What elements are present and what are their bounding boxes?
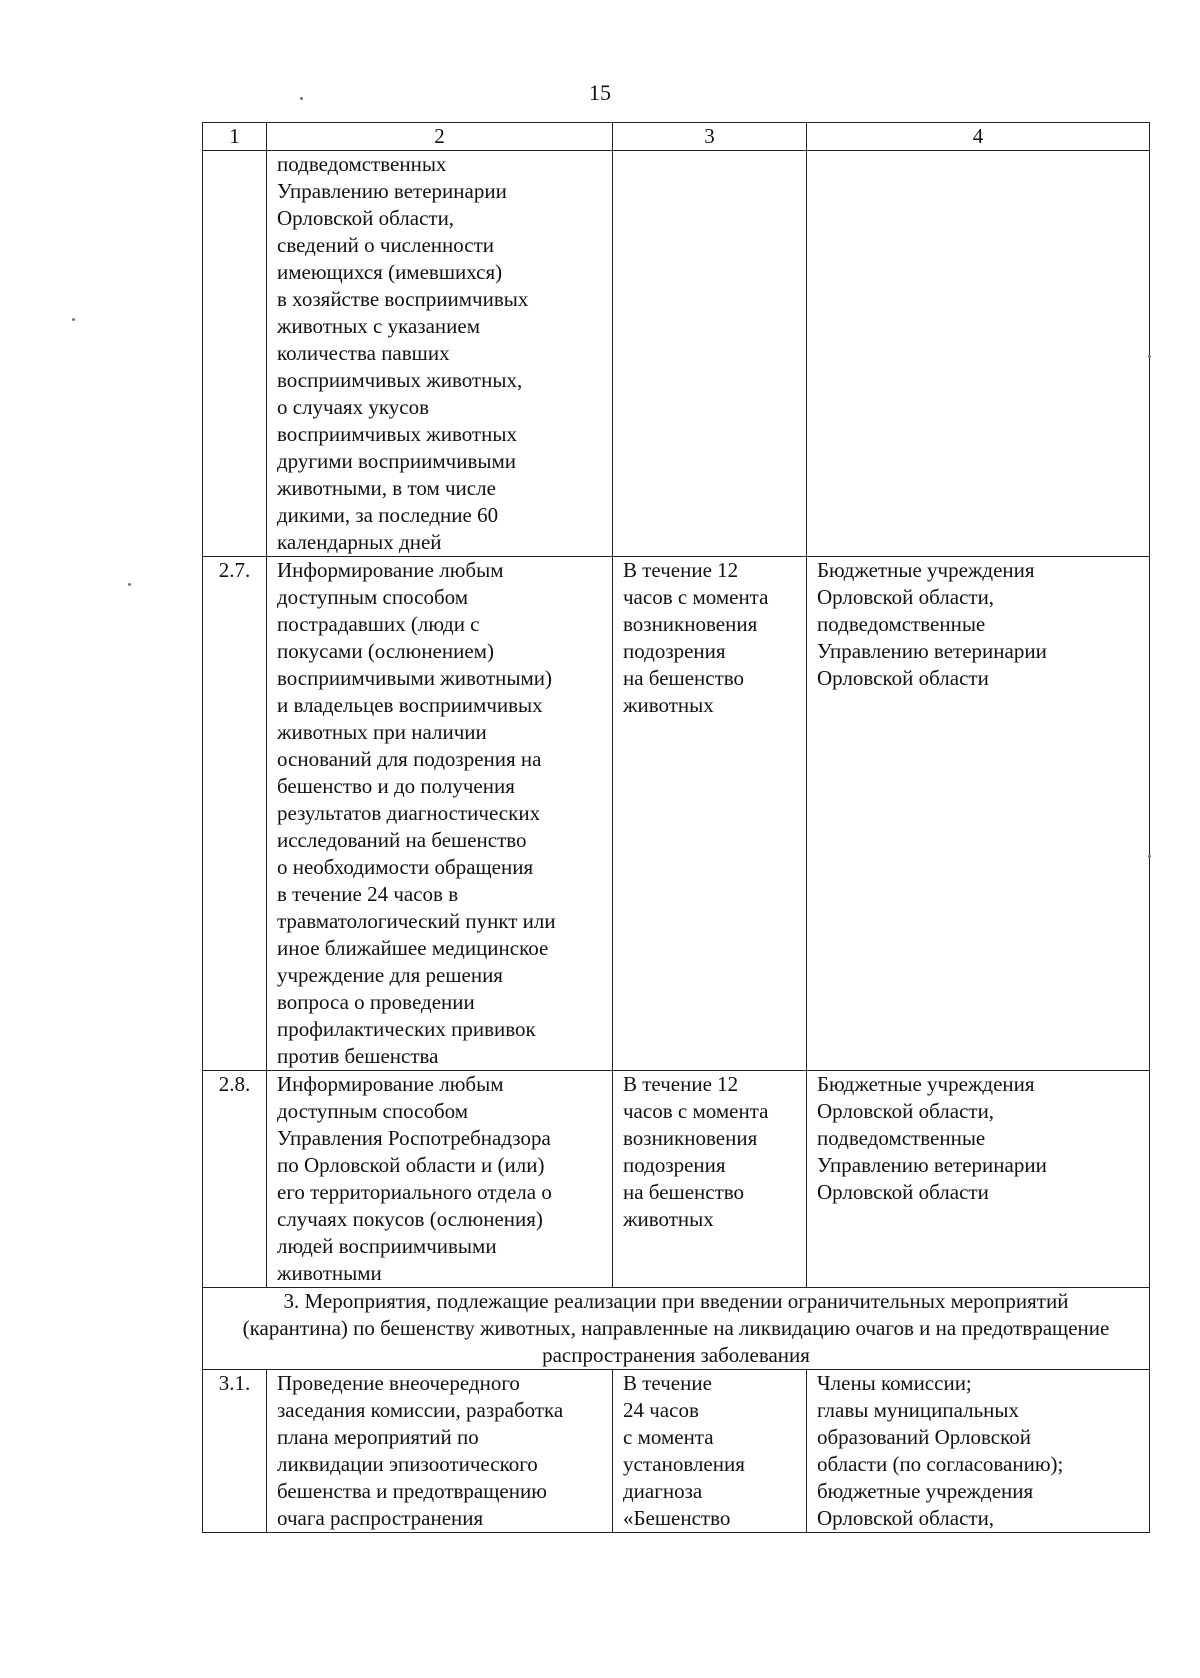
- measure-cell: подведомственных Управлению ветеринарии Орловской области, сведений о численности имеющихся (имевшихся) в хозяйстве восприимчивых животных с указанием количества павших восприимчивых животных, о случаях укусов восприимчивых животных другими восприимчивыми животными, в том числе дикими, за последние 60 календарных дней: [267, 151, 613, 557]
- responsible-cell: [807, 151, 1150, 557]
- row-number: [203, 151, 267, 557]
- column-header-3: 3: [613, 123, 807, 151]
- table-row-2-8: [203, 1071, 1150, 1288]
- deadline-cell: В течение 12 часов с момента возникновения подозрения на бешенство животных: [613, 1071, 807, 1288]
- column-header-4: 4: [807, 123, 1150, 151]
- table-row-3-1: [203, 1370, 1150, 1533]
- scan-speck: [1148, 855, 1151, 858]
- section-3-heading-row: [203, 1288, 1150, 1370]
- column-header-2: 2: [267, 123, 613, 151]
- row-number: 2.8.: [203, 1071, 267, 1288]
- row-number: 2.7.: [203, 557, 267, 1071]
- table-header-row: [203, 123, 1150, 151]
- measure-cell: Информирование любым доступным способом пострадавших (люди с покусами (ослюнением) восприимчивыми животными) и владельцев восприимчивых животных при наличии оснований для подозрения на бешенство и до получения результатов диагностических исследований на бешенство о необходимости обращения в течение 24 часов в травматологический пункт или иное ближайшее медицинское учреждение для решения вопроса о проведении профилактических прививок против бешенства: [267, 557, 613, 1071]
- page-number: 15: [589, 80, 611, 105]
- scan-speck: [128, 583, 131, 586]
- section-3-heading: 3. Мероприятия, подлежащие реализации при введении ограничительных мероприятий (карантина) по бешенству животных, направленные на ликвидацию очагов и на предотвращение распространения заболевания: [203, 1288, 1150, 1370]
- measures-table: [202, 122, 1150, 1533]
- column-header-1: 1: [203, 123, 267, 151]
- table-row-continuation: [203, 151, 1150, 557]
- row-number: 3.1.: [203, 1370, 267, 1533]
- responsible-cell: Члены комиссии; главы муниципальных образований Орловской области (по согласованию); бюджетные учреждения Орловской области,: [807, 1370, 1150, 1533]
- measure-cell: Информирование любым доступным способом Управления Роспотребнадзора по Орловской области и (или) его территориального отдела о случаях покусов (ослюнения) людей восприимчивыми животными: [267, 1071, 613, 1288]
- scan-speck: [300, 97, 303, 100]
- responsible-cell: Бюджетные учреждения Орловской области, подведомственные Управлению ветеринарии Орловской области: [807, 557, 1150, 1071]
- responsible-cell: Бюджетные учреждения Орловской области, подведомственные Управлению ветеринарии Орловской области: [807, 1071, 1150, 1288]
- measure-cell: Проведение внеочередного заседания комиссии, разработка плана мероприятий по ликвидации эпизоотического бешенства и предотвращению очага распространения: [267, 1370, 613, 1533]
- table-row-2-7: [203, 557, 1150, 1071]
- deadline-cell: В течение 12 часов с момента возникновения подозрения на бешенство животных: [613, 557, 807, 1071]
- deadline-cell: В течение 24 часов с момента установления диагноза «Бешенство: [613, 1370, 807, 1533]
- scan-speck: [72, 318, 75, 321]
- scan-speck: [1148, 355, 1151, 358]
- deadline-cell: [613, 151, 807, 557]
